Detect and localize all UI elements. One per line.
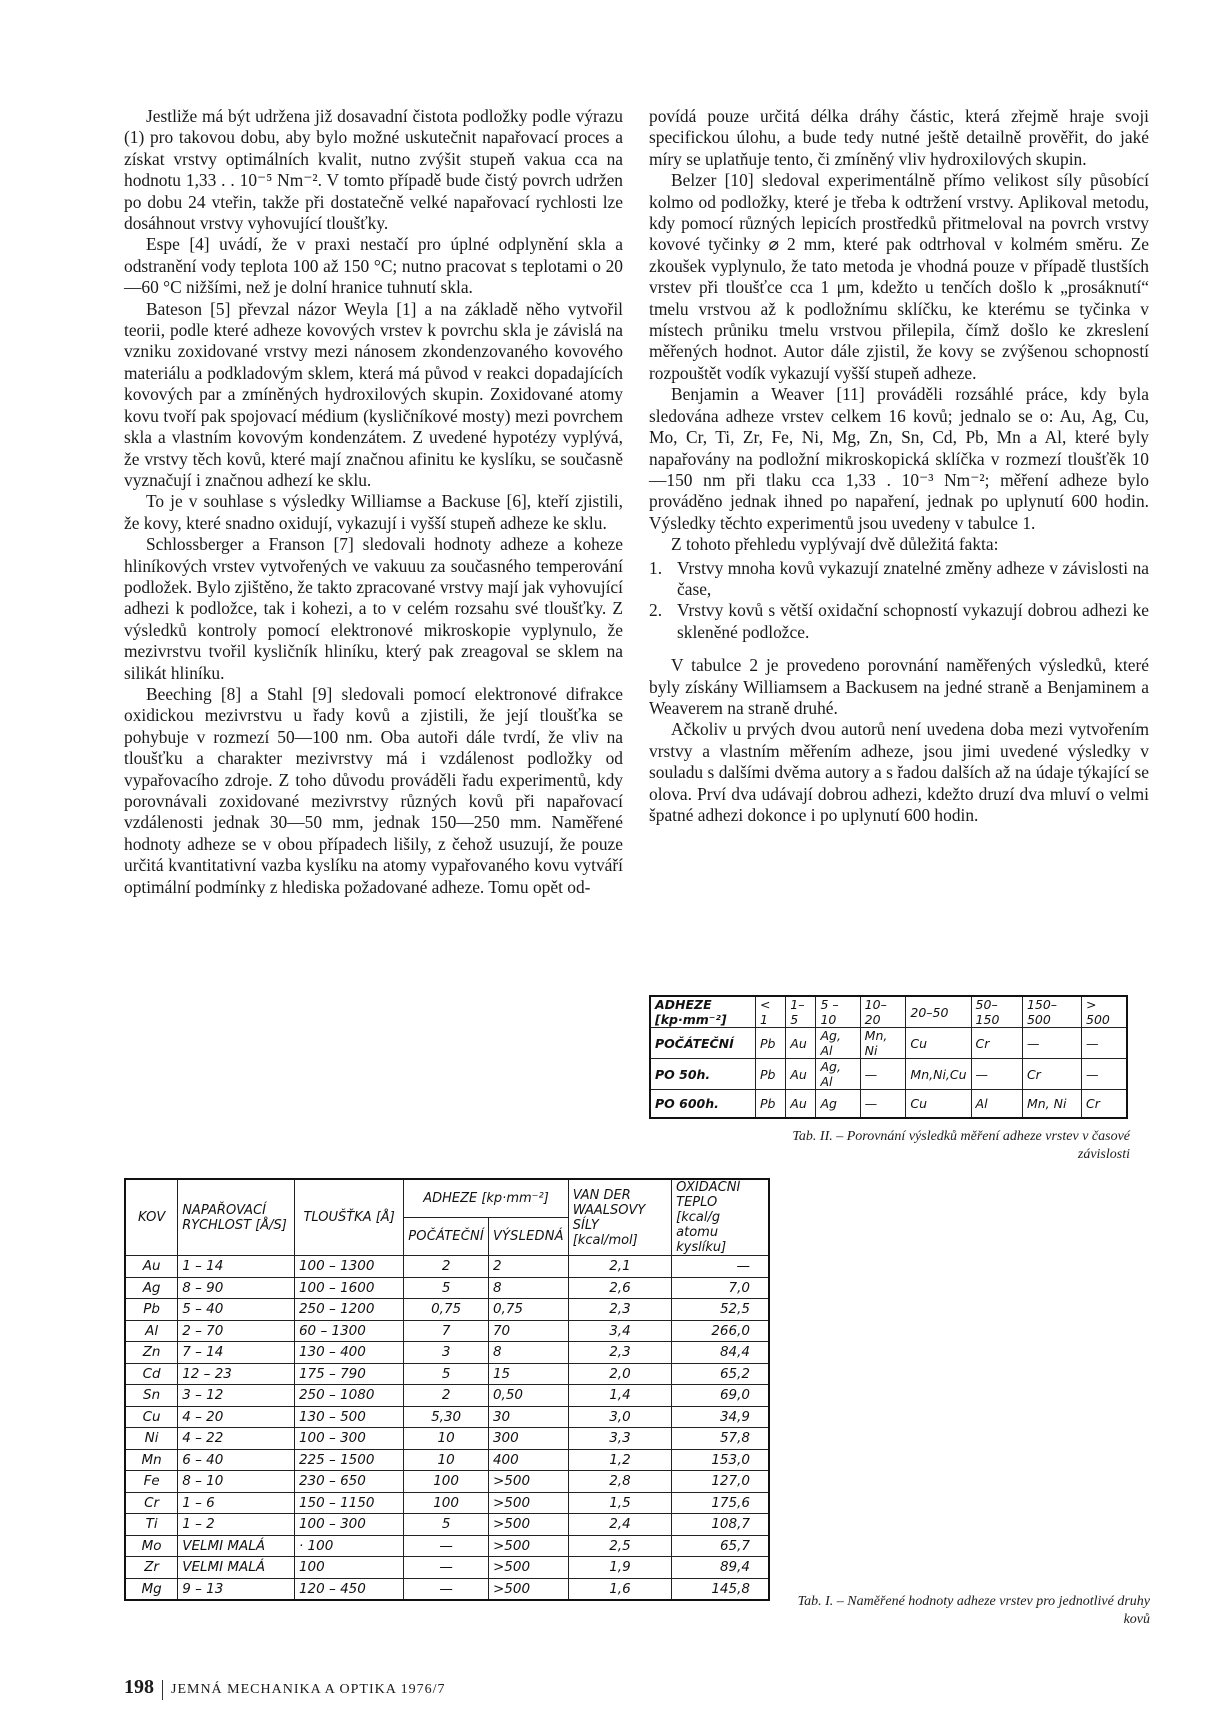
paragraph-benjamin: Benjamin a Weaver [11] prováděli rozsáhlé práce, kdy byla sledována adheze vrstev celkem 16 kovů; jednalo se o: Au, Ag, Cu, Mo, Cr, Ti, Zr, Fe, Ni, Mg, Zn, Sn, Cd, Pb, Mn a Al, které byly napařovány na podložní mikroskopická sklíčka v rozmezí tloušťěk 10—150 nm při tlaku cca 1,33 . 10⁻³ Nm⁻²; měření adheze bylo prováděno jednak ihned po napaření, jednak po uplynutí 600 hodin. Výsledky těchto experimentů jsou uvedeny v tabulce 1. — [649, 384, 1149, 533]
table-row — [125, 1363, 769, 1385]
table-cell: 10 — [404, 1449, 489, 1471]
table-cell: Cr — [1082, 1090, 1128, 1119]
table-cell: — — [1022, 1028, 1081, 1059]
table-cell: >500 — [488, 1557, 568, 1579]
table-cell: 0,75 — [488, 1299, 568, 1321]
table-cell: 7 – 14 — [178, 1342, 295, 1364]
table-row — [125, 1514, 769, 1536]
table-cell: 65,2 — [672, 1363, 769, 1385]
table-2-caption: Tab. II. – Porovnání výsledků měření adheze vrstev v časové závislosti — [792, 1129, 1130, 1162]
left-column — [124, 106, 623, 898]
table-cell: — — [860, 1059, 906, 1090]
paragraph-bateson: Bateson [5] převzal názor Weyla [1] a na základě něho vytvořil teorii, podle které adheze kovových vrstev k povrchu skla je závislá na vzniku zoxidované vrstvy mezi nánosem zkondenzovaného kovového materiálu a podkladovým sklem, která má původ v reakci dopadajících kovových par a zmíněných hydroxilových skupin. Zoxidované atomy kovu tvoří pak spojovací médium (kysličníkové mosty) mezi povrchem skla a vlastním kovovým kondenzátem. Z uvedené hypotézy vyplývá, že vrstvy těch kovů, které mají značnou afinitu ke kyslíku, se současně vyznačují i značnou adhezí ke sklu. — [124, 298, 623, 490]
table-cell: Cd — [125, 1363, 178, 1385]
page-number: 198 — [124, 1676, 154, 1698]
header-vysledna: VÝSLEDNÁ — [488, 1218, 568, 1256]
table-cell: >500 — [488, 1492, 568, 1514]
table-cell: 400 — [488, 1449, 568, 1471]
table-row — [125, 1428, 769, 1450]
table-cell: Mn — [125, 1449, 178, 1471]
table-1-body — [125, 1256, 769, 1601]
table-row — [125, 1299, 769, 1321]
table-cell: >500 — [488, 1578, 568, 1600]
table-header-row — [650, 996, 1127, 1028]
table-cell: Cu — [906, 1090, 971, 1119]
table-cell: 300 — [488, 1428, 568, 1450]
table-cell: 100 — [294, 1557, 403, 1579]
table-cell: 9 – 13 — [178, 1578, 295, 1600]
table-cell: Al — [125, 1320, 178, 1342]
table-cell: 0,75 — [404, 1299, 489, 1321]
table-cell: Fe — [125, 1471, 178, 1493]
table-cell: 1 – 6 — [178, 1492, 295, 1514]
table-row — [650, 1090, 1127, 1119]
table-cell: 2 — [404, 1256, 489, 1278]
table-cell: Cu — [906, 1028, 971, 1059]
table-cell: PO 50h. — [650, 1059, 756, 1090]
table-row — [125, 1256, 769, 1278]
paragraph-table2-ref: V tabulce 2 je provedeno porovnání naměřených výsledků, které byly získány Williamsem a Backusem na jedné straně a Benjaminem a Weaverem na straně druhé. — [649, 655, 1149, 718]
table-cell: Zr — [125, 1557, 178, 1579]
table-header-cell: 5 – 10 — [816, 996, 860, 1028]
table-cell: 225 – 1500 — [294, 1449, 403, 1471]
table-cell: 65,7 — [672, 1535, 769, 1557]
table-cell: >500 — [488, 1535, 568, 1557]
fact-text: Vrstvy kovů s větší oxidační schopností vykazují dobrou adhezi ke skleněné podložce. — [677, 600, 1149, 642]
table-cell: 4 – 20 — [178, 1406, 295, 1428]
table-cell: 1,4 — [568, 1385, 671, 1407]
table-cell: 175 – 790 — [294, 1363, 403, 1385]
table-cell: 34,9 — [672, 1406, 769, 1428]
paragraph-williams: To je v souhlase s výsledky Williamse a Backuse [6], kteří zjistili, že kovy, které snadno oxidují, vykazují i vyšší stupeň adheze ke sklu. — [124, 491, 623, 533]
paragraph-ackoliv: Ačkoliv u prvých dvou autorů není uvedena doba mezi vytvořením vrstvy a vlastním měřením adheze, jsou jimi uvedené výsledky v souladu s dalšími dvěma autory a s řadou dalších až na údaje týkající se olova. Prví dva udávají dobrou adhezi, kdežto druzí dva mluví o velmi špatné adhezi dokonce i po uplynutí 600 hodin. — [649, 719, 1149, 825]
table-cell: — — [1082, 1028, 1128, 1059]
table-cell: 5 — [404, 1363, 489, 1385]
table-row — [125, 1342, 769, 1364]
table-cell: · 100 — [294, 1535, 403, 1557]
table-cell: Cr — [1022, 1059, 1081, 1090]
table-cell: 5 — [404, 1514, 489, 1536]
footer-divider — [162, 1680, 163, 1700]
table-cell: Au — [786, 1059, 816, 1090]
table-cell: 127,0 — [672, 1471, 769, 1493]
table-cell: >500 — [488, 1471, 568, 1493]
table-cell: 3,3 — [568, 1428, 671, 1450]
table-cell: 230 – 650 — [294, 1471, 403, 1493]
table-cell: 8 — [488, 1342, 568, 1364]
table-cell: — — [404, 1535, 489, 1557]
table-cell: 60 – 1300 — [294, 1320, 403, 1342]
table-cell: 2,4 — [568, 1514, 671, 1536]
table-cell: Pb — [125, 1299, 178, 1321]
table-cell: 3,4 — [568, 1320, 671, 1342]
table-cell: 130 – 500 — [294, 1406, 403, 1428]
table-cell: PO 600h. — [650, 1090, 756, 1119]
table-cell: 1 – 14 — [178, 1256, 295, 1278]
table-row — [125, 1578, 769, 1600]
table-cell: 7 — [404, 1320, 489, 1342]
table-cell: 3,0 — [568, 1406, 671, 1428]
table-cell: 145,8 — [672, 1578, 769, 1600]
table-1-caption: Tab. I. – Naměřené hodnoty adheze vrstev pro jednotlivé druhy kovů — [797, 1594, 1150, 1627]
header-naparovaci-rychlost: NAPAŘOVACÍ RYCHLOST [Å/S] — [178, 1179, 295, 1256]
table-1 — [124, 1178, 770, 1601]
table-cell: 70 — [488, 1320, 568, 1342]
table-cell: 153,0 — [672, 1449, 769, 1471]
table-cell: 2 – 70 — [178, 1320, 295, 1342]
table-cell: 57,8 — [672, 1428, 769, 1450]
table-header-cell: 150–500 — [1022, 996, 1081, 1028]
header-kov: KOV — [125, 1179, 178, 1256]
paragraph-schlossberger: Schlossberger a Franson [7] sledovali hodnoty adheze a koheze hliníkových vrstev vytvořených ve vakuuu za současného temperování podložek. Bylo zjištěno, že takto zpracované vrstvy mají jak vyhovující adhezi k podložce, tak i kohezi, a to v celém rozsahu své tloušťky. Z výsledků kontroly pomocí elektronové mikroskopie vyplynulo, že mezivrstvu tvořil kysličník hliníku, který pak zreagoval se sklem na silikát hliníku. — [124, 534, 623, 683]
table-cell: 3 – 12 — [178, 1385, 295, 1407]
table-cell: Cr — [125, 1492, 178, 1514]
table-cell: 5 – 40 — [178, 1299, 295, 1321]
table-cell: 100 – 300 — [294, 1514, 403, 1536]
table-2 — [649, 995, 1128, 1119]
table-cell: Al — [971, 1090, 1022, 1119]
table-cell: 266,0 — [672, 1320, 769, 1342]
table-cell: Cu — [125, 1406, 178, 1428]
table-cell: VELMI MALÁ — [178, 1535, 295, 1557]
table-header-cell: 1–5 — [786, 996, 816, 1028]
table-cell: 30 — [488, 1406, 568, 1428]
table-cell: 150 – 1150 — [294, 1492, 403, 1514]
table-cell: — — [404, 1557, 489, 1579]
table-cell: 52,5 — [672, 1299, 769, 1321]
table-cell: VELMI MALÁ — [178, 1557, 295, 1579]
table-cell: 250 – 1080 — [294, 1385, 403, 1407]
table-header-cell: ADHEZE [kp·mm⁻²] — [650, 996, 756, 1028]
table-cell: Ag, Al — [816, 1028, 860, 1059]
table-cell: 100 — [404, 1492, 489, 1514]
table-cell: — — [971, 1059, 1022, 1090]
table-cell: Au — [125, 1256, 178, 1278]
table-cell: Mo — [125, 1535, 178, 1557]
header-adheze: ADHEZE [kp·mm⁻²] — [404, 1179, 568, 1218]
table-cell: Mn, Ni — [860, 1028, 906, 1059]
paragraph-belzer: Belzer [10] sledoval experimentálně přímo velikost síly působící kolmo od podložky, které je třeba k odtržení vrstvy. Aplikoval metodu, kdy pomocí různých lepicích prostředků přitmeloval na povrch vrstvy kovové tyčinky ⌀ 2 mm, které pak odtrhoval v kolmém směru. Ze zkoušek vyplynulo, že tato metoda je vhodná pouze v případě tlustších vrstev při tloušťce cca 1 μm, kdežto u tenčích došlo k „prosáknutí“ tmelu vrstvou až k podložnímu sklíčku, ke kterému se tyčinka v místech průniku tmelu vrstvou přilepila, čímž došlo ke zkreslení měřených hodnot. Autor dále zjistil, že kovy se zvýšenou schopností rozpouštět vodík vykazují vyšší stupeň adheze. — [649, 170, 1149, 383]
table-cell: 15 — [488, 1363, 568, 1385]
paragraph-beeching: Beeching [8] a Stahl [9] sledovali pomocí elektronové difrakce oxidickou mezivrstvu u řady kovů a zjistili, že její tloušťka se pohybuje v rozmezí 50—100 nm. Oba autoři dále tvrdí, že vliv na tloušťku a charakter mezivrstvy má i vzdálenost podložky od vypařovacího zdroje. Z toho důvodu prováděli řadu experimentů, kdy porovnávali zoxidované mezivrstvy různých kovů při napařovací vzdálenosti jednak 30—50 mm, jednak 150—250 mm. Naměřené hodnoty adheze se v obou případech lišily, z čehož usuzují, že pouze určitá kvantitativní vazba kyslíku na atomy vypařovaného kovu vytváří optimální podmínky z hlediska požadované adheze. Tomu opět od- — [124, 683, 623, 897]
table-cell: 175,6 — [672, 1492, 769, 1514]
table-cell: 2,5 — [568, 1535, 671, 1557]
paragraph-facts-intro: Z tohoto přehledu vyplývají dvě důležitá fakta: — [671, 534, 999, 555]
table-cell: Cr — [971, 1028, 1022, 1059]
table-cell: 2,1 — [568, 1256, 671, 1278]
table-cell: 4 – 22 — [178, 1428, 295, 1450]
table-cell: 5 — [404, 1277, 489, 1299]
table-cell: Au — [786, 1090, 816, 1119]
table-cell: 7,0 — [672, 1277, 769, 1299]
table-cell: 10 — [404, 1428, 489, 1450]
table-cell: Mn,Ni,Cu — [906, 1059, 971, 1090]
table-cell: 1,9 — [568, 1557, 671, 1579]
table-cell: 0,50 — [488, 1385, 568, 1407]
table-header-cell: > 500 — [1082, 996, 1128, 1028]
table-header-row — [125, 1179, 769, 1218]
table-cell: — — [404, 1578, 489, 1600]
table-cell: Ag — [125, 1277, 178, 1299]
paragraph-espe: Espe [4] uvádí, že v praxi nestačí pro úplné odplynění skla a odstranění vody teplota 100 až 150 °C; nutno pracovat s teplotami o 20—60 °C nižšími, než je dolní hranice tuhnutí skla. — [124, 234, 623, 298]
table-row — [125, 1385, 769, 1407]
table-row — [125, 1471, 769, 1493]
table-cell: Ni — [125, 1428, 178, 1450]
table-row — [125, 1449, 769, 1471]
table-header-cell: 20–50 — [906, 996, 971, 1028]
table-row — [650, 1059, 1127, 1090]
table-cell: Sn — [125, 1385, 178, 1407]
table-cell: 8 — [488, 1277, 568, 1299]
table-cell: 100 – 1300 — [294, 1256, 403, 1278]
table-row — [125, 1277, 769, 1299]
table-row — [125, 1406, 769, 1428]
table-cell: 2,3 — [568, 1342, 671, 1364]
table-cell: 2,3 — [568, 1299, 671, 1321]
table-cell: 108,7 — [672, 1514, 769, 1536]
table-cell: 100 – 1600 — [294, 1277, 403, 1299]
fact-item — [649, 558, 1149, 601]
table-cell: 8 – 90 — [178, 1277, 295, 1299]
table-cell: 130 – 400 — [294, 1342, 403, 1364]
table-cell: 1,5 — [568, 1492, 671, 1514]
fact-text: Vrstvy mnoha kovů vykazují znatelné změny adheze v závislosti na čase, — [677, 557, 1149, 599]
table-cell: 2,0 — [568, 1363, 671, 1385]
table-row — [125, 1492, 769, 1514]
table-cell: — — [1082, 1059, 1128, 1090]
table-cell: Ag, Al — [816, 1059, 860, 1090]
table-header-cell: 50–150 — [971, 996, 1022, 1028]
table-cell: Pb — [756, 1028, 786, 1059]
table-cell: Zn — [125, 1342, 178, 1364]
table-cell: 89,4 — [672, 1557, 769, 1579]
table-cell: 2 — [488, 1256, 568, 1278]
table-cell: 2,8 — [568, 1471, 671, 1493]
table-cell: >500 — [488, 1514, 568, 1536]
table-cell: 69,0 — [672, 1385, 769, 1407]
table-row — [125, 1557, 769, 1579]
table-cell: 100 – 300 — [294, 1428, 403, 1450]
fact-item — [649, 600, 1149, 643]
right-column — [649, 106, 1149, 826]
table-cell: Mg — [125, 1578, 178, 1600]
table-cell: — — [860, 1090, 906, 1119]
table-cell: 5,30 — [404, 1406, 489, 1428]
table-cell: Ag — [816, 1090, 860, 1119]
journal-name: JEMNÁ MECHANIKA A OPTIKA 1976/7 — [171, 1682, 446, 1697]
table-cell: 100 — [404, 1471, 489, 1493]
table-cell: 2,6 — [568, 1277, 671, 1299]
table-row — [125, 1320, 769, 1342]
table-cell: 1,2 — [568, 1449, 671, 1471]
table-cell: Mn, Ni — [1022, 1090, 1081, 1119]
table-cell: 1 – 2 — [178, 1514, 295, 1536]
fact-number: 1. — [649, 557, 663, 578]
table-row — [650, 1028, 1127, 1059]
table-cell: 8 – 10 — [178, 1471, 295, 1493]
table-cell: 1,6 — [568, 1578, 671, 1600]
table-cell: POČÁTEČNÍ — [650, 1028, 756, 1059]
paragraph-continuation: povídá pouze určitá délka dráhy částic, která zřejmě hraje svoji specifickou úlohu, a bude tedy nutné ještě detailně prověřit, do jaké míry se uplatňuje tento, či zmíněný vliv hydroxilových skupin. — [649, 106, 1149, 169]
header-van-der-waals: VAN DER WAALSOVY SÍLY [kcal/mol] — [568, 1179, 671, 1256]
table-row — [125, 1535, 769, 1557]
table-cell: Au — [786, 1028, 816, 1059]
table-cell: 84,4 — [672, 1342, 769, 1364]
table-cell: — — [672, 1256, 769, 1278]
table-header-cell: 10–20 — [860, 996, 906, 1028]
table-cell: 6 – 40 — [178, 1449, 295, 1471]
paragraph-vacuum: Jestliže má být udržena již dosavadní čistota podložky podle výrazu (1) pro takovou dobu, aby bylo možné uskutečnit napařovací proces a získat vrstvy optimálních kvalit, nutno zvýšit stupeň vakua cca na hodnotu 1,33 . . 10⁻⁵ Nm⁻². V tomto případě bude čistý povrch udržen po dobu 24 vteřin, takže při dostatečně velké napařovací rychlosti lze dosáhnout vrstvy vyhovující tloušťky. — [124, 106, 623, 234]
fact-number: 2. — [649, 600, 663, 621]
table-cell: 250 – 1200 — [294, 1299, 403, 1321]
table-cell: 3 — [404, 1342, 489, 1364]
table-header-cell: < 1 — [756, 996, 786, 1028]
table-cell: 2 — [404, 1385, 489, 1407]
table-cell: Pb — [756, 1059, 786, 1090]
table-cell: Pb — [756, 1090, 786, 1119]
header-tloustka: TLOUŠŤKA [Å] — [294, 1179, 403, 1256]
header-pocatecni: POČÁTEČNÍ — [404, 1218, 489, 1256]
header-oxidacni-teplo: OXIDAČNÍ TEPLO [kcal/g atomu kyslíku] — [672, 1179, 769, 1256]
table-cell: 120 – 450 — [294, 1578, 403, 1600]
page-footer — [124, 1676, 445, 1700]
table-cell: 12 – 23 — [178, 1363, 295, 1385]
table-cell: Ti — [125, 1514, 178, 1536]
